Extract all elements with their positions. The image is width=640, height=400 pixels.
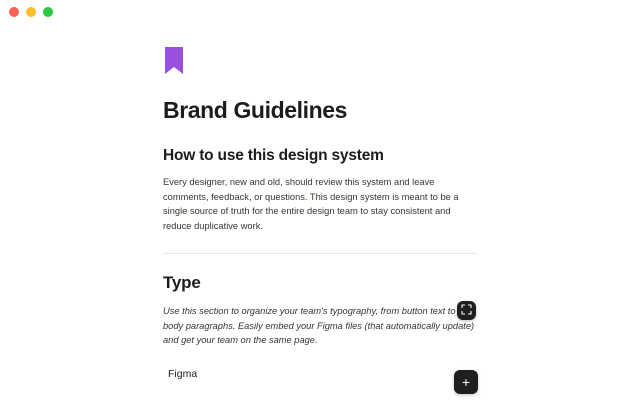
expand-embed-button[interactable] <box>457 301 476 320</box>
window-titlebar <box>0 0 640 24</box>
page-title[interactable]: Brand Guidelines <box>163 97 348 123</box>
figma-embed-label[interactable]: Figma <box>168 367 198 380</box>
plus-icon: + <box>461 374 471 390</box>
expand-corners-icon <box>461 302 472 320</box>
section-body-type[interactable]: Use this section to organize your team's typography, from button text to body paragraphs. Easily embed your Figma files (that automatically update) and get your team on the same page. <box>163 306 475 345</box>
section-body-how-to-use[interactable]: Every designer, new and old, should review this system and leave comments, feedback, or questions. This design system is meant to be a single source of truth for the entire design team to stay consistent and reduce duplicative work. <box>163 177 459 231</box>
section-divider <box>163 253 477 254</box>
add-block-button[interactable] <box>454 370 478 394</box>
minimize-window-button[interactable] <box>26 7 36 17</box>
document-content-area <box>0 24 640 400</box>
maximize-window-button[interactable] <box>43 7 53 17</box>
section-heading-type[interactable]: Type <box>163 273 201 292</box>
figma-embed-block[interactable] <box>163 364 477 382</box>
document-body <box>0 24 640 382</box>
window-traffic-lights <box>9 7 53 17</box>
document-column <box>163 46 477 382</box>
bookmark-icon[interactable] <box>163 46 185 76</box>
close-window-button[interactable] <box>9 7 19 17</box>
section-heading-how-to-use[interactable]: How to use this design system <box>163 147 384 164</box>
